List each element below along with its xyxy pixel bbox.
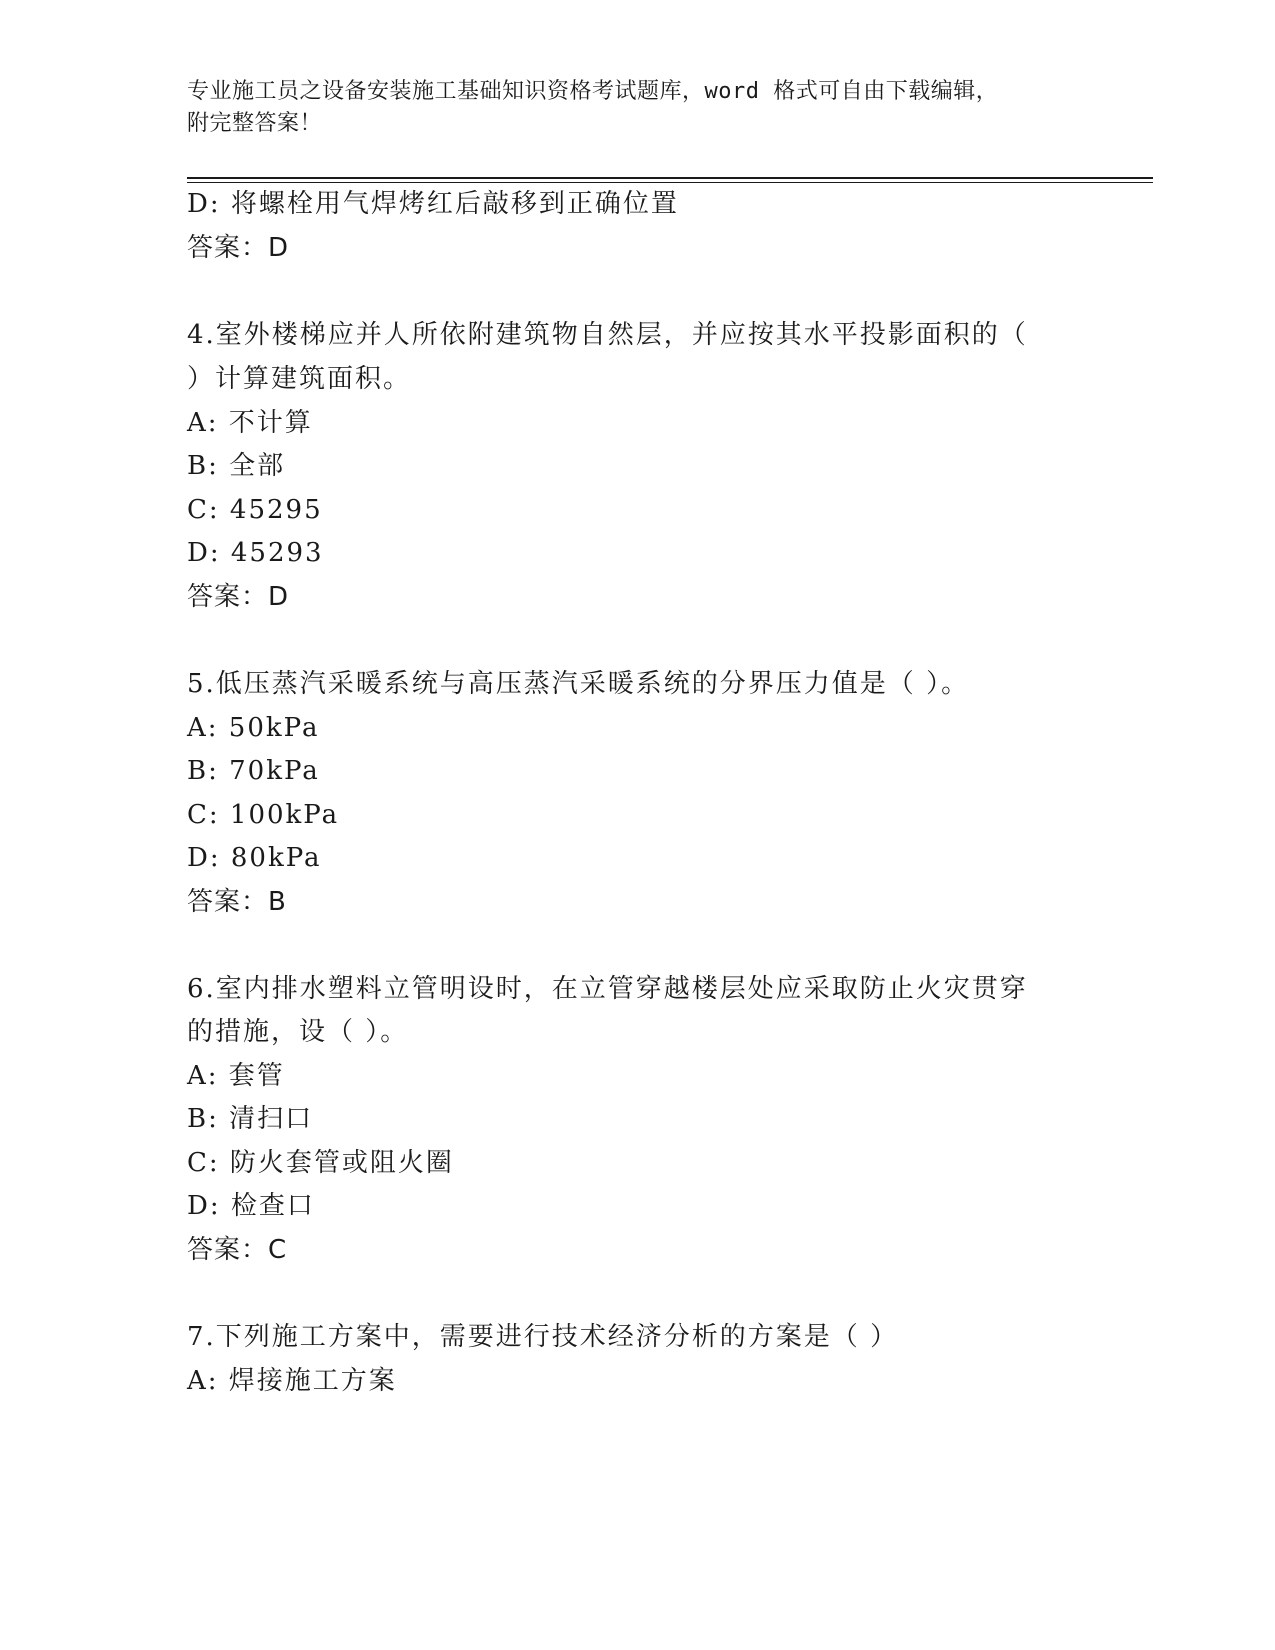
header-divider-thick — [187, 177, 1153, 179]
q4-option-c: C: 45295 — [187, 495, 323, 525]
q5-answer: 答案：B — [187, 887, 287, 917]
q3-option-d: D: 将螺栓用气焊烤红后敲移到正确位置 — [187, 189, 679, 219]
q4-option-a: A: 不计算 — [187, 408, 313, 438]
q6-option-d: D: 检查口 — [187, 1191, 315, 1221]
q6-option-c: C: 防火套管或阻火圈 — [187, 1148, 454, 1178]
header-divider-thin — [187, 182, 1153, 183]
q4-option-b: B: 全部 — [187, 451, 286, 481]
q6-question-line-2: 的措施，设（ ）。 — [187, 1017, 409, 1047]
q6-option-b: B: 清扫口 — [187, 1104, 314, 1134]
q4-answer: 答案：D — [187, 582, 290, 612]
q7-question: 7.下列施工方案中，需要进行技术经济分析的方案是（ ） — [187, 1322, 899, 1352]
q6-option-a: A: 套管 — [187, 1061, 285, 1091]
q4-option-d: D: 45293 — [187, 538, 324, 568]
q5-question: 5.低压蒸汽采暖系统与高压蒸汽采暖系统的分界压力值是（ ）。 — [187, 669, 970, 699]
q6-question-line-1: 6.室内排水塑料立管明设时，在立管穿越楼层处应采取防止火灾贯穿 — [187, 974, 1028, 1004]
q4-question-line-2: ）计算建筑面积。 — [187, 364, 412, 394]
q4-question-line-1: 4.室外楼梯应并人所依附建筑物自然层，并应按其水平投影面积的（ — [187, 320, 1028, 350]
document-header — [187, 76, 1067, 140]
q5-option-d: D: 80kPa — [187, 843, 322, 873]
q6-answer: 答案：C — [187, 1235, 288, 1265]
q5-option-a: A: 50kPa — [187, 713, 320, 743]
header-line-1: 专业施工员之设备安装施工基础知识资格考试题库，word 格式可自由下载编辑， — [187, 79, 999, 104]
q5-option-b: B: 70kPa — [187, 756, 320, 786]
header-line-2: 附完整答案！ — [187, 111, 323, 136]
q7-option-a: A: 焊接施工方案 — [187, 1366, 397, 1396]
q5-option-c: C: 100kPa — [187, 800, 340, 830]
q3-answer: 答案：D — [187, 233, 290, 263]
